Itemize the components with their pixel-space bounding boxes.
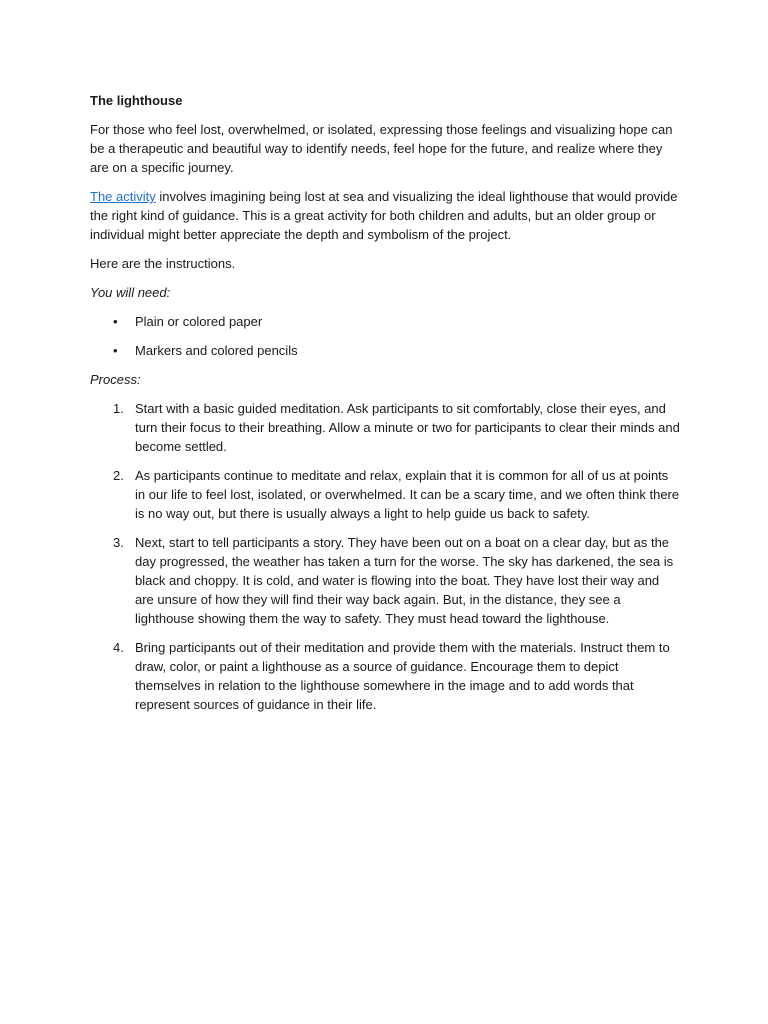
bullet-icon: • — [113, 343, 118, 358]
list-item — [90, 312, 680, 331]
need-heading: You will need: — [90, 285, 171, 300]
step-number: 1. — [113, 401, 124, 416]
process-steps-list — [90, 399, 680, 714]
list-item — [90, 638, 680, 714]
bullet-icon: • — [113, 314, 118, 329]
step-text: As participants continue to meditate and relax, explain that it is common for all of us at points in our life to feel lost, isolated, or overwhelmed. It can be a scary time, and we often think there is no way out, but there is usually always a light to help guide us back to safety. — [135, 468, 680, 521]
material-text: Plain or colored paper — [135, 314, 263, 329]
step-text: Next, start to tell participants a story. They have been out on a boat on a clear day, but as the day progressed, the weather has taken a turn for the worse. The sky has darkened, the sea is black and choppy. It is cold, and water is flowing into the boat. They have lost their way and are unsure of how they will find their way back again. But, in the distance, they see a lighthouse showing them the way to safety. They must head toward the lighthouse. — [135, 535, 674, 626]
intro-paragraph: For those who feel lost, overwhelmed, or isolated, expressing those feelings and visualizing hope can be a therapeutic and beautiful way to identify needs, feel hope for the future, and realize where they are on a specific journey. — [90, 122, 673, 175]
list-item — [90, 533, 680, 628]
instructions-intro: Here are the instructions. — [90, 256, 236, 271]
list-item — [90, 341, 680, 360]
material-text: Markers and colored pencils — [135, 343, 298, 358]
document-title: The lighthouse — [90, 93, 183, 108]
activity-link[interactable]: The activity — [90, 189, 156, 204]
step-text: Start with a basic guided meditation. Ask participants to sit comfortably, close their eyes, and turn their focus to their breathing. Allow a minute or two for participants to clear their minds and become settled. — [135, 401, 680, 454]
step-text: Bring participants out of their meditation and provide them with the materials. Instruct them to draw, color, or paint a lighthouse as a source of guidance. Encourage them to depict themselves in relation to the lighthouse somewhere in the image and to add words that represent sources of guidance in their life. — [135, 640, 670, 712]
materials-list — [90, 312, 680, 360]
document-page — [90, 91, 680, 724]
process-heading: Process: — [90, 372, 141, 387]
activity-paragraph — [90, 187, 680, 244]
list-item — [90, 399, 680, 456]
step-number: 3. — [113, 535, 124, 550]
step-number: 4. — [113, 640, 124, 655]
list-item — [90, 466, 680, 523]
step-number: 2. — [113, 468, 124, 483]
activity-text: involves imagining being lost at sea and visualizing the ideal lighthouse that would provide the right kind of guidance. This is a great activity for both children and adults, but an older group or individual might better appreciate the depth and symbolism of the project. — [90, 189, 678, 242]
